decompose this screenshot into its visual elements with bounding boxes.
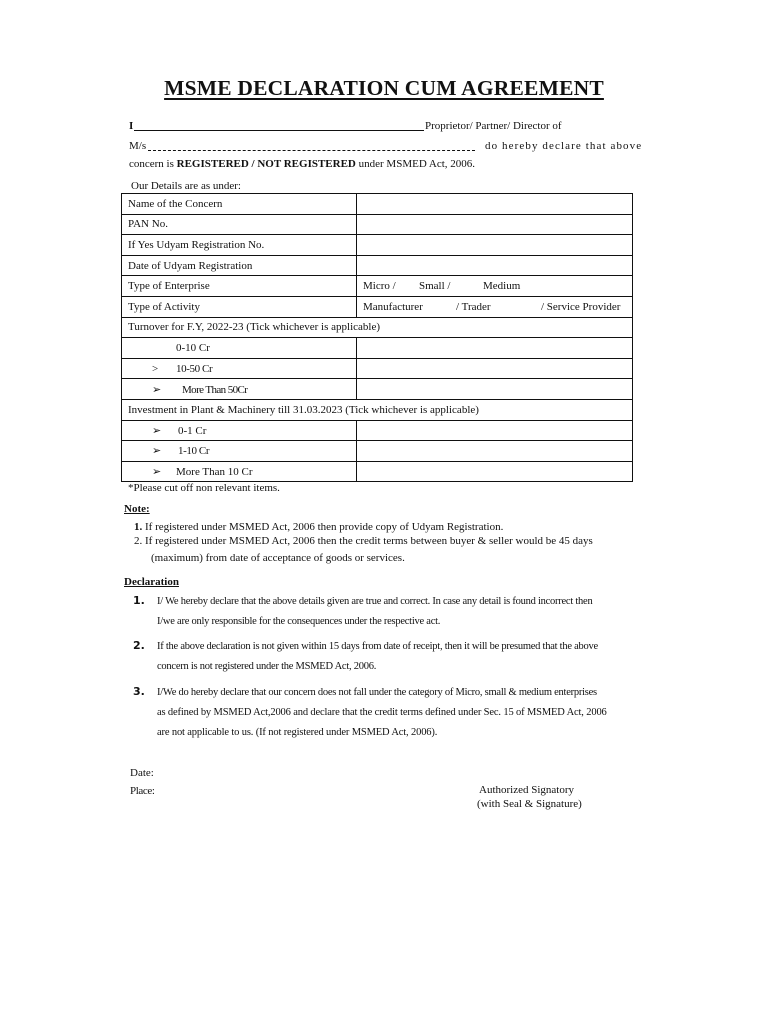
turnover-option-10-50: > 10-50 Cr: [122, 358, 357, 379]
pan-label: PAN No.: [122, 214, 357, 235]
table-row: [122, 379, 633, 400]
declaration-1-line-1: I/ We hereby declare that the above details given are true and correct. In case any detail is found incorrect then: [157, 596, 593, 607]
table-row: [122, 399, 633, 420]
seal-label: (with Seal & Signature): [477, 798, 582, 810]
enterprise-options: [357, 276, 633, 297]
intro-role-text: Proprietor/ Partner/ Director of: [425, 120, 562, 132]
turnover-heading: Turnover for F.Y, 2022-23 (Tick whichever is applicable): [122, 317, 633, 338]
intro-registration-line: concern is REGISTERED / NOT REGISTERED under MSMED Act, 2006.: [129, 158, 476, 170]
declaration-heading: Declaration: [124, 576, 179, 588]
udyam-no-label: If Yes Udyam Registration No.: [122, 235, 357, 256]
table-row: [122, 358, 633, 379]
intro-i-label: I: [129, 120, 134, 132]
note-heading: Note:: [124, 503, 150, 515]
option-service-provider[interactable]: / Service Provider: [541, 300, 621, 313]
turnover-option-50-plus: ➢ More Than 50Cr: [122, 379, 357, 400]
name-label: Name of the Concern: [122, 194, 357, 215]
investment-tick-0-1[interactable]: [357, 420, 633, 441]
turnover-tick-10-50[interactable]: [357, 358, 633, 379]
table-footnote: *Please cut off non relevant items.: [128, 482, 280, 494]
udyam-no-field[interactable]: [357, 235, 633, 256]
turnover-tick-0-10[interactable]: [357, 338, 633, 359]
enterprise-label: Type of Enterprise: [122, 276, 357, 297]
details-table: [121, 193, 633, 482]
activity-options: [357, 296, 633, 317]
option-trader[interactable]: / Trader: [456, 300, 491, 313]
activity-label: Type of Activity: [122, 296, 357, 317]
option-micro[interactable]: Micro /: [363, 280, 396, 293]
note-item-2: 2. If registered under MSMED Act, 2006 then the credit terms between buyer & seller would be 45 days: [134, 535, 593, 547]
declaration-num-3: 3.: [133, 685, 145, 698]
investment-tick-10-plus[interactable]: [357, 461, 633, 482]
table-row: [122, 317, 633, 338]
investment-tick-1-10[interactable]: [357, 441, 633, 462]
arrow-bullet-icon: ➢: [152, 424, 162, 437]
declaration-1-line-2: I/we are only responsible for the consequences under the respective act.: [157, 616, 441, 627]
investment-option-1-10: ➢ 1-10 Cr: [122, 441, 357, 462]
table-row: [122, 255, 633, 276]
table-row: [122, 420, 633, 441]
company-blank-line[interactable]: [148, 150, 475, 151]
arrow-bullet-icon: ➢: [152, 383, 162, 396]
turnover-tick-50-plus[interactable]: [357, 379, 633, 400]
declaration-2-line-2: concern is not registered under the MSMED Act, 2006.: [157, 661, 377, 672]
table-row: [122, 338, 633, 359]
place-label: Place:: [130, 785, 155, 797]
option-medium[interactable]: Medium: [483, 280, 521, 293]
document-title: MSME DECLARATION CUM AGREEMENT: [164, 76, 604, 100]
name-blank-line[interactable]: [134, 130, 424, 131]
option-small[interactable]: Small /: [419, 280, 451, 293]
table-row: [122, 276, 633, 297]
arrow-bullet-icon: ➢: [152, 445, 162, 458]
note-item-2-cont: (maximum) from date of acceptance of goods or services.: [151, 552, 405, 564]
table-row: [122, 296, 633, 317]
table-row: [122, 194, 633, 215]
note-item-1: 1. If registered under MSMED Act, 2006 then provide copy of Udyam Registration.: [134, 521, 504, 533]
intro-declare-text: do hereby declare that above: [485, 140, 643, 152]
name-field[interactable]: [357, 194, 633, 215]
declaration-2-line-1: If the above declaration is not given within 15 days from date of receipt, then it will be presumed that the above: [157, 641, 598, 652]
table-row: [122, 214, 633, 235]
details-heading: Our Details are as under:: [131, 180, 241, 192]
arrow-bullet-icon: ➢: [152, 466, 162, 479]
declaration-3-line-1: I/We do hereby declare that our concern does not fall under the category of Micro, small & medium enterprises: [157, 687, 597, 698]
signatory-label: Authorized Signatory: [479, 784, 575, 796]
investment-option-10-plus: ➢ More Than 10 Cr: [122, 461, 357, 482]
udyam-date-field[interactable]: [357, 255, 633, 276]
turnover-option-0-10: 0-10 Cr: [122, 338, 357, 359]
declaration-num-1: 1.: [133, 594, 145, 607]
declaration-num-2: 2.: [133, 639, 145, 652]
table-row: [122, 441, 633, 462]
date-label: Date:: [130, 767, 154, 779]
option-manufacturer[interactable]: Manufacturer: [363, 300, 423, 313]
pan-field[interactable]: [357, 214, 633, 235]
udyam-date-label: Date of Udyam Registration: [122, 255, 357, 276]
investment-heading: Investment in Plant & Machinery till 31.03.2023 (Tick whichever is applicable): [122, 399, 633, 420]
table-row: [122, 461, 633, 482]
table-row: [122, 235, 633, 256]
intro-ms-label: M/s: [129, 140, 147, 152]
investment-option-0-1: ➢ 0-1 Cr: [122, 420, 357, 441]
declaration-3-line-3: are not applicable to us. (If not registered under MSMED Act, 2006).: [157, 727, 438, 738]
declaration-3-line-2: as defined by MSMED Act,2006 and declare that the credit terms defined under Sec. 15 of MSMED Act, 2006: [157, 707, 607, 718]
